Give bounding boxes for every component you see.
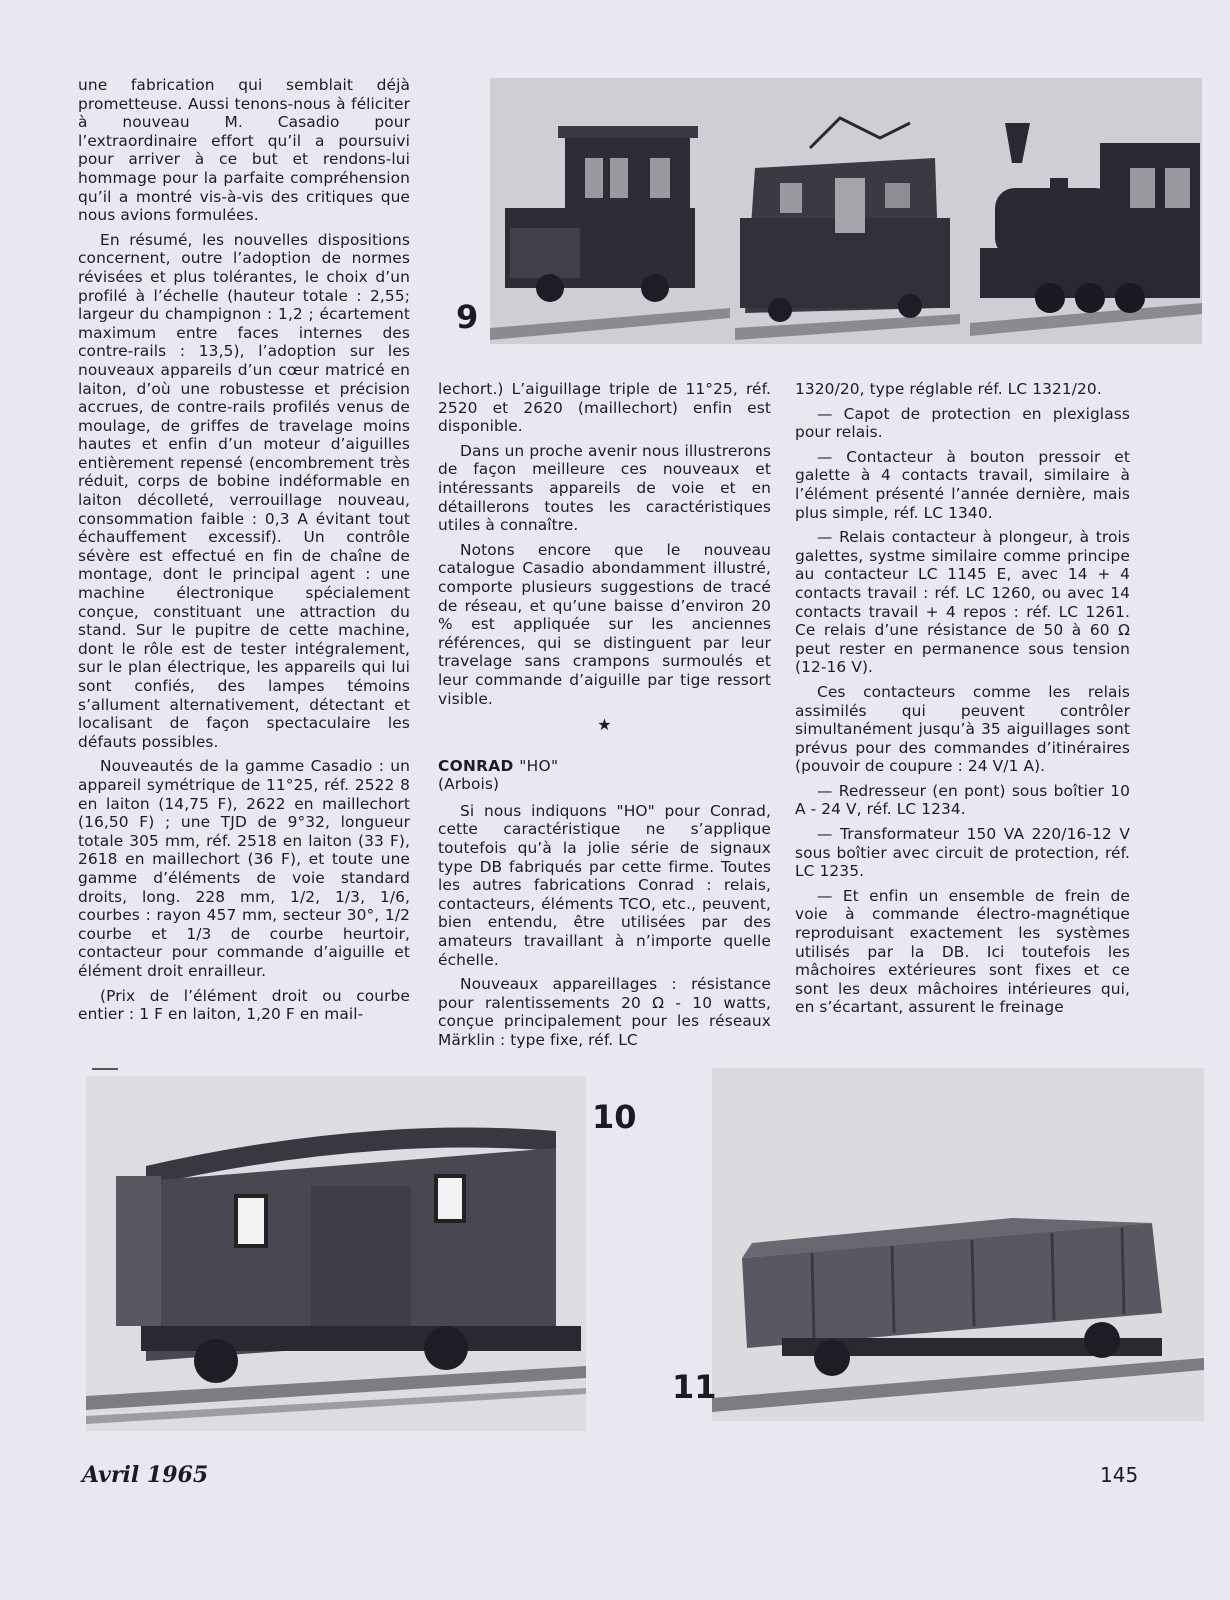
heading-brand: CONRAD — [438, 756, 514, 775]
issue-date: Avril 1965 — [82, 1462, 209, 1488]
section-subheading: (Arbois) — [438, 775, 500, 794]
paragraph: lechort.) L’aiguillage triple de 11°25, réf. 2520 et 2620 (maillechort) enfin est disponible. — [438, 380, 771, 436]
brake-van-illustration — [86, 1076, 586, 1431]
figure-11-number: 11 — [672, 1368, 717, 1406]
open-wagon-illustration — [712, 1068, 1204, 1421]
paragraph: Nouveautés de la gamme Casadio : un appareil symétrique de 11°25, réf. 2522 8 en laiton (14,75 F), 2622 en maillechort (16,50 F) ; une TJD de 9°32, longueur totale 305 mm, réf. 2518 en laiton (33 F), 2618 en maillechort (36 F), et toute une gamme d’éléments de voie standard droits, long. 228 mm, 1/2, 1/3, 1/6, courbes : rayon 457 mm, secteur 30°, 1/2 courbe et 1/3 de courbe heurtoir, contacteur pour commande d’aiguille et élément droit enrailleur. — [78, 757, 410, 980]
paragraph: — Relais contacteur à plongeur, à trois galettes, systme similaire comme principe au contacteur LC 1145 E, avec 14 + 4 contacts travail : réf. LC 1260, ou avec 14 contacts travail + 4 repos : réf. LC 1261. Ce relais d’une résistance de 50 à 60 Ω peut rester en permanence sous tension (12-16 V). — [795, 528, 1130, 677]
right-column — [795, 380, 1130, 1023]
figure-10-photo — [86, 1076, 586, 1431]
paragraph: — Redresseur (en pont) sous boîtier 10 A - 24 V, réf. LC 1234. — [795, 781, 1130, 819]
paragraph: (Prix de l’élément droit ou courbe entier : 1 F en laiton, 1,20 F en mail- — [78, 986, 410, 1024]
print-mark — [92, 1068, 118, 1070]
paragraph: Notons encore que le nouveau catalogue Casadio abondamment illustré, comporte plusieurs suggestions de tracé de réseau, et qu’une baisse d’environ 20 % est appliquée sur les anciennes références, qui se distinguent par leur travelage sans crampons surmoulés et leur commande d’aiguille par tige ressort visible. — [438, 540, 771, 708]
paragraph: une fabrication qui semblait déjà prometteuse. Aussi tenons-nous à féliciter à nouveau M. Casadio pour l’extraordinaire effort qu’il a poursuivi pour arriver à ce but et rendons-lui hommage pour la parfaite compréhension qu’il a montré vis-à-vis des critiques que nous avions formulées. — [78, 76, 410, 225]
middle-column — [438, 380, 771, 1056]
figure-10-number: 10 — [592, 1098, 637, 1136]
heading-scale: "HO" — [519, 756, 559, 775]
paragraph: Ces contacteurs comme les relais assimilés qui peuvent contrôler simultanément jusqu’à 35 aiguillages sont prévus pour des commandes d’itinéraires (pouvoir de coupure : 24 V/1 A). — [795, 682, 1130, 776]
figure-11-photo — [712, 1068, 1204, 1421]
section-heading — [438, 757, 771, 776]
paragraph: 1320/20, type réglable réf. LC 1321/20. — [795, 380, 1102, 398]
paragraph: Si nous indiquons "HO" pour Conrad, cette caractéristique ne s’applique toutefois qu’à la jolie série de signaux type DB fabriqués par cette firme. Toutes les autres fabrications Conrad : relais, contacteurs, éléments TCO, etc., peuvent, bien entendu, être utilisées par des amateurs travaillant à n’importe quelle échelle. — [438, 801, 771, 969]
paragraph: — Et enfin un ensemble de frein de voie à commande électro-magnétique reproduisant exactement les systèmes utilisés par la DB. Ici toutefois les mâchoires extérieures sont fixes et ce sont les deux mâchoires intérieures qui, en s’écartant, assurent le freinage — [795, 886, 1130, 1017]
section-separator-star: ★ — [597, 715, 612, 735]
figure-9-number: 9 — [456, 298, 479, 336]
left-column — [78, 76, 410, 1030]
locomotives-illustration — [490, 78, 1202, 344]
paragraph: En résumé, les nouvelles dispositions concernent, outre l’adoption de normes révisées et plus tolérantes, le choix d’un profilé à l’échelle (hauteur totale : 2,55; largeur du champignon : 1,2 ; écartement maximum entre faces internes des contre-rails : 13,5), l’adoption sur les nouveaux appareils d’un cœur matricé en laiton, d’où une robustesse et précision accrues, de contre-rails profilés venus de moulage, de griffes de travelage moins hautes et enfin d’un moteur d’aiguilles entièrement repensé (encombrement très réduit, corps de bobine indéformable en laiton décolleté, verrouillage nouveau, consommation faible : 0,3 A évitant tout échauffement excessif). Un contrôle sévère est effectué en fin de chaîne de montage, dont le principal agent : une machine électronique spécialement conçue, constituant une attraction du stand. Sur le pupitre de cette machine, dont le rôle est de tester intégralement, sur le plan électrique, les appareils qui lui sont confiés, des lampes témoins s’allument alternativement, détectant et localisant de façon spectaculaire les défauts possibles. — [78, 230, 410, 751]
figure-9-photo — [490, 78, 1202, 344]
paragraph: Dans un proche avenir nous illustrerons de façon meilleure ces nouveaux et intéressants appareils de voie et en détaillerons toutes les caractéristiques utiles à connaître. — [438, 441, 771, 535]
page-number: 145 — [1100, 1463, 1139, 1487]
paragraph: — Capot de protection en plexiglass pour relais. — [795, 404, 1130, 442]
paragraph: Nouveaux appareillages : résistance pour ralentissements 20 Ω - 10 watts, conçue principalement pour les réseaux Märklin : type fixe, réf. LC — [438, 975, 771, 1049]
paragraph: — Transformateur 150 VA 220/16-12 V sous boîtier avec circuit de protection, réf. LC 1235. — [795, 825, 1130, 881]
paragraph: — Contacteur à bouton pressoir et galette à 4 contacts travail, similaire à l’élément présenté l’année dernière, mais plus simple, réf. LC 1340. — [795, 447, 1130, 522]
